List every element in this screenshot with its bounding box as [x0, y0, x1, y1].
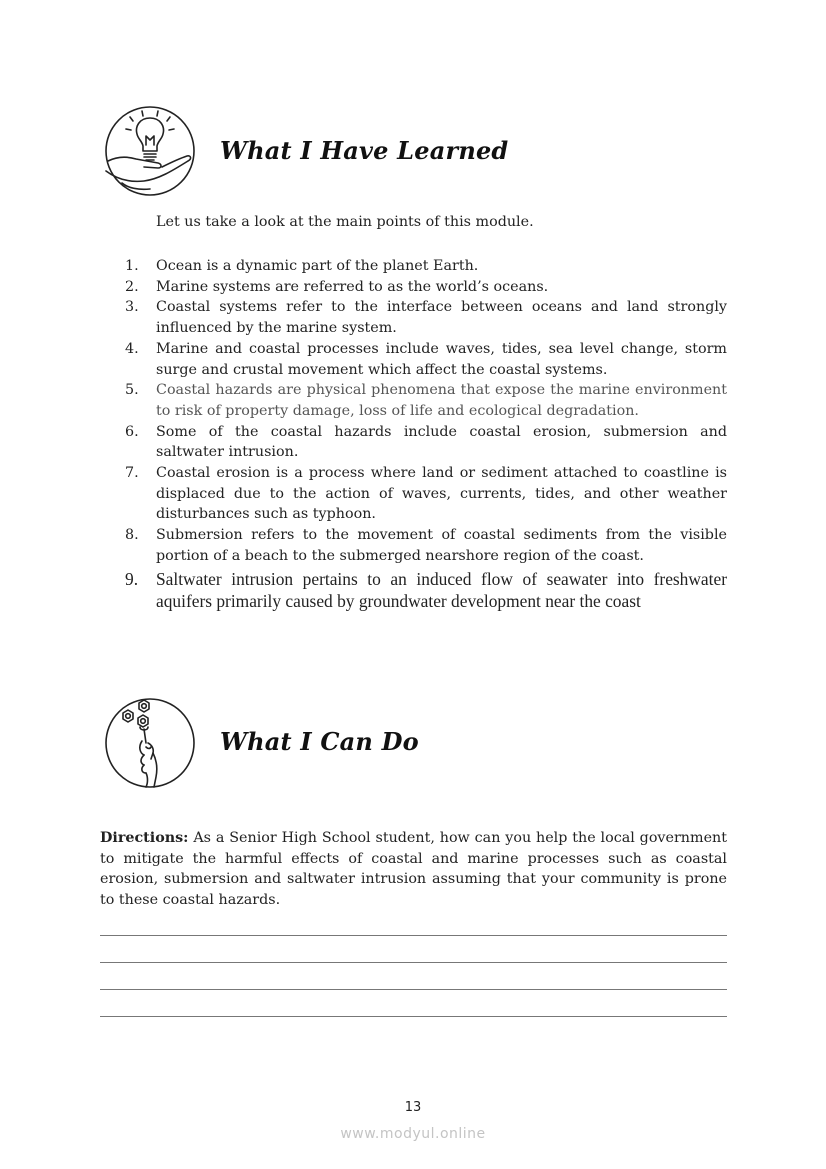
directions-paragraph	[100, 828, 727, 911]
list-item: 7. Coastal erosion is a process where land or sediment attached to coastline is displaced due to the action of waves, currents, tides, and other weather disturbances such as typhoon.	[125, 465, 727, 523]
gears-hand-icon	[104, 697, 196, 789]
section-title: What I Have Learned	[220, 136, 509, 165]
answer-line[interactable]	[100, 962, 727, 963]
lightbulb-hand-icon	[104, 105, 196, 197]
list-item: 5. Coastal hazards are physical phenomena that expose the marine environment to risk of property damage, loss of life and ecological degradation.	[125, 382, 727, 419]
directions-text: As a Senior High School student, how can you help the local government to mitigate the harmful effects of coastal and marine processes such as coastal erosion, submersion and saltwater intrusion assuming that your community is prone to these coastal hazards.	[100, 830, 727, 909]
list-item: 6. Some of the coastal hazards include coastal erosion, submersion and saltwater intrusion.	[125, 423, 727, 461]
list-item: 4. Marine and coastal processes include waves, tides, sea level change, storm surge and crustal movement which affect the coastal systems.	[125, 340, 727, 378]
page-number: 13	[404, 1100, 422, 1115]
list-item: 1. Ocean is a dynamic part of the planet Earth.	[125, 258, 479, 274]
directions-label: Directions:	[100, 830, 189, 846]
answer-line[interactable]	[100, 1016, 727, 1017]
answer-line[interactable]	[100, 935, 727, 936]
list-item: 8. Submersion refers to the movement of coastal sediments from the visible portion of a beach to the submerged nearshore region of the coast.	[125, 527, 727, 564]
intro-text: Let us take a look at the main points of this module.	[156, 214, 534, 230]
list-item: 2. Marine systems are referred to as the world’s oceans.	[125, 278, 549, 295]
list-item: 9. Saltwater intrusion pertains to an induced flow of seawater into freshwater aquifers primarily caused by groundwater development near the coast	[125, 568, 727, 611]
section-title: What I Can Do	[220, 727, 419, 756]
answer-line[interactable]	[100, 989, 727, 990]
main-points-list	[100, 256, 727, 612]
list-item: 3. Coastal systems refer to the interface between oceans and land strongly influenced by the marine system.	[125, 299, 727, 337]
watermark: www.modyul.online	[340, 1126, 486, 1142]
